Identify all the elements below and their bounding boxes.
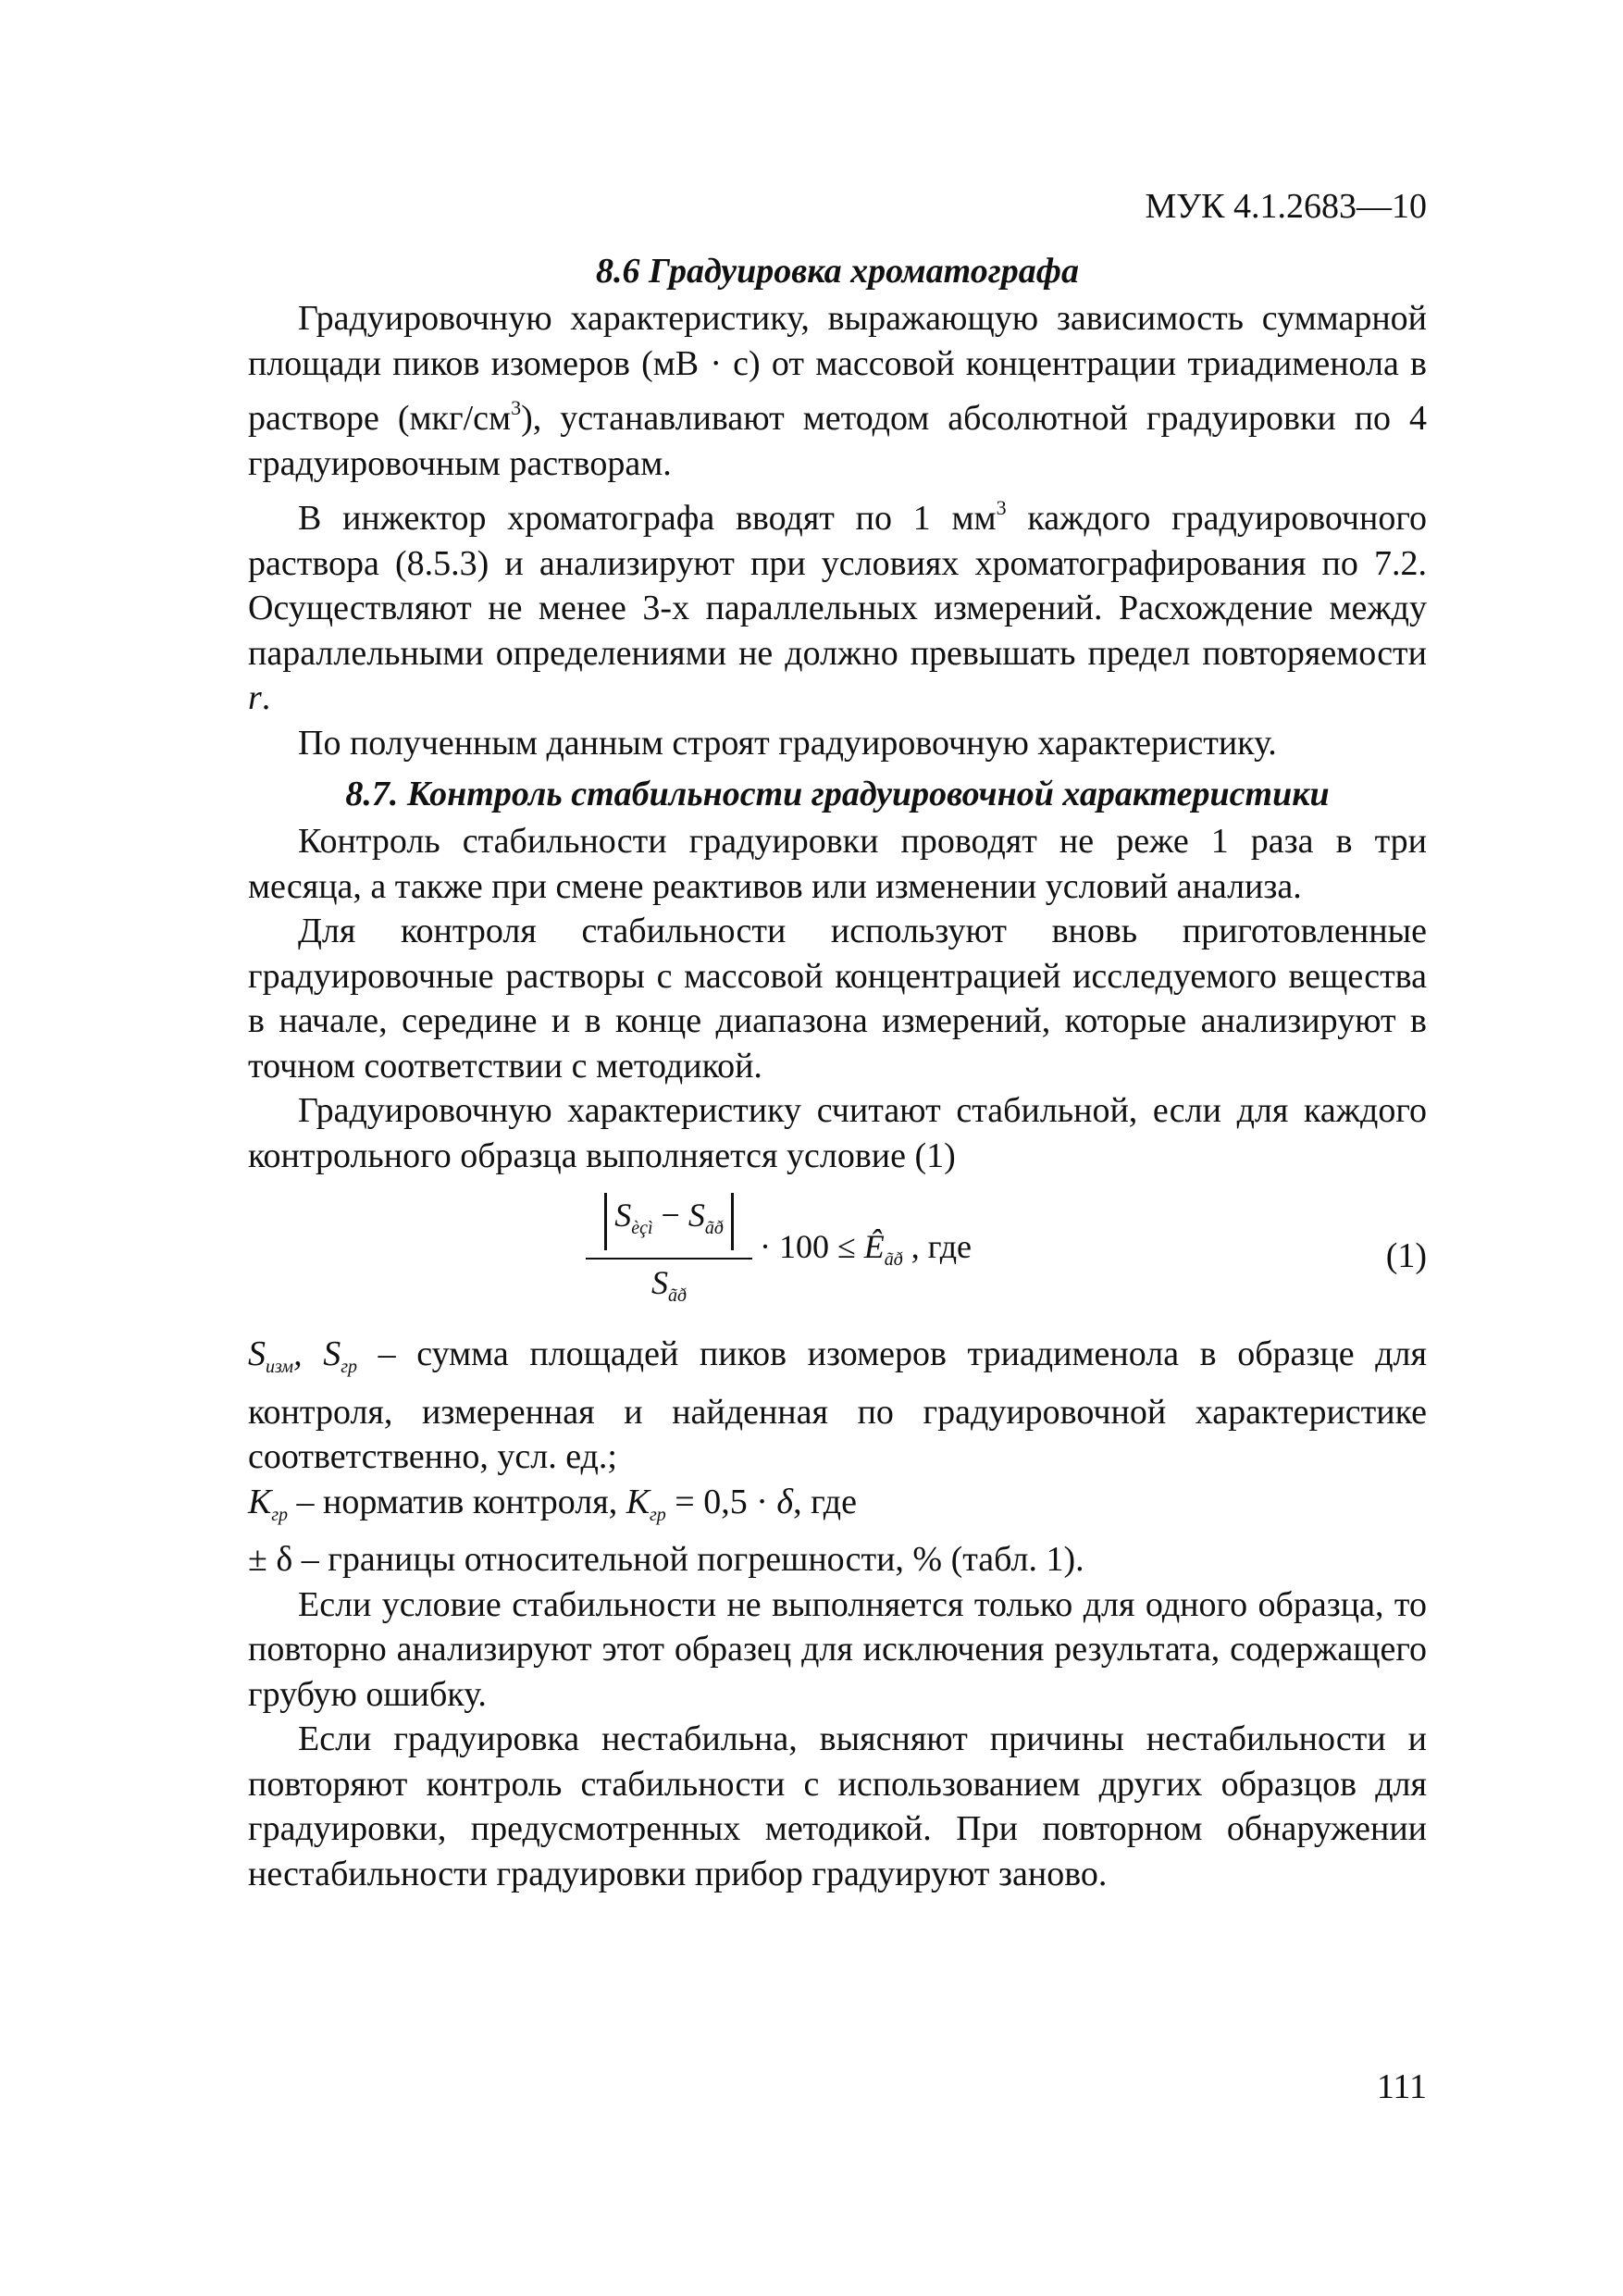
superscript: 3 xyxy=(511,396,522,419)
subscript: гр xyxy=(271,1504,289,1525)
paragraph: Контроль стабильности градуировки проводят не реже 1 раза в три месяца, а также при смене реактивов или изменении условий анализа. xyxy=(248,822,1427,906)
fraction-denominator xyxy=(586,1260,752,1319)
symbol-k: К xyxy=(248,1482,272,1521)
paragraph: По полученным данным строят градуировочную характеристику. xyxy=(298,723,1277,763)
symbol-s: S xyxy=(248,1334,266,1373)
separator: , xyxy=(293,1334,324,1373)
paragraph: Если градуировка нестабильна, выясняют причины нестабильности и повторяют контроль стабильности с использованием других образцов для градуировки, предусмотренных методикой. При повторном обнаружении нестабильности градуировки прибор градуируют заново. xyxy=(248,1719,1427,1893)
minus-sign: − xyxy=(652,1197,688,1234)
text-run: В инжектор хроматографа вводят по 1 мм xyxy=(298,499,997,538)
subscript: ãð xyxy=(704,1218,724,1238)
fraction xyxy=(586,1193,752,1319)
text-run: . xyxy=(261,678,271,717)
section-title-8-7: 8.7. Контроль стабильности градуировочной характеристики xyxy=(345,775,1330,813)
definition xyxy=(248,1332,1427,1480)
subscript: èçì xyxy=(631,1218,653,1238)
paragraph xyxy=(248,486,1427,721)
text-run: – сумма площадей пиков изомеров триадименола в образце для контроля, измеренная и найденная по градуировочной характеристике соответственно, усл. ед.; xyxy=(248,1334,1427,1476)
symbol-s: S xyxy=(323,1334,341,1373)
subscript: гр xyxy=(649,1504,666,1525)
definition: ± δ – границы относительной погрешности, % (табл. 1). xyxy=(248,1540,1084,1579)
formula xyxy=(586,1184,1048,1322)
paragraph: Если условие стабильности не выполняется только для одного образца, то повторно анализируют этот образец для исключения результата, содержащего грубую ошибку. xyxy=(248,1584,1427,1714)
document-header: МУК 4.1.2683—10 xyxy=(1145,187,1427,226)
subscript: гр xyxy=(341,1357,357,1377)
text-run: , где xyxy=(793,1482,857,1521)
variable-r: r xyxy=(248,678,262,717)
subscript: изм xyxy=(266,1357,294,1377)
subscript: ãð xyxy=(668,1285,687,1306)
text-run: – норматив контроля, xyxy=(288,1482,626,1521)
text-run: = 0,5 · xyxy=(665,1482,777,1521)
formula-block xyxy=(248,1184,1427,1322)
text-run: , где xyxy=(902,1228,973,1265)
superscript: 3 xyxy=(996,496,1007,519)
page-number: 111 xyxy=(1376,2067,1427,2106)
section-title-8-6: 8.6 Градуировка хроматографа xyxy=(596,252,1079,291)
paragraph: Градуировочную характеристику считают стабильной, если для каждого контрольного образца выполняется условие (1) xyxy=(248,1091,1427,1175)
text-run: ), устанавливают методом абсолютной градуировки по 4 градуировочным растворам. xyxy=(248,399,1427,483)
symbol-delta: δ xyxy=(776,1482,794,1521)
formula-number: (1) xyxy=(1385,1236,1427,1275)
fraction-numerator xyxy=(604,1193,734,1250)
text-run: каждого градуировочного раствора (8.5.3) и анализируют при условиях хроматографирования по 7.2. Осуществляют не менее 3-х параллельных измерений. Расхождение между параллельными определениями не должно превышать предел повторяемости xyxy=(248,499,1428,673)
paragraph xyxy=(248,296,1427,486)
subscript: ãð xyxy=(884,1249,903,1270)
symbol-k: К xyxy=(626,1482,650,1521)
formula-tail xyxy=(760,1224,972,1282)
definition xyxy=(248,1480,1427,1538)
text-run: · 100 ≤ xyxy=(760,1228,864,1265)
paragraph: Для контроля стабильности используют вновь приготовленные градуировочные растворы с массовой концентрацией исследуемого вещества в начале, середине и в конце диапазона измерений, которые анализируют в точном соответствии с методикой. xyxy=(248,912,1427,1086)
symbol-s: S xyxy=(651,1264,668,1301)
symbol-s: S xyxy=(614,1197,632,1234)
symbol-s: S xyxy=(688,1197,705,1234)
document-page xyxy=(248,185,1427,1896)
text-run: Градуировочную характеристику, выражающую зависимость суммарной площади пиков изомеров (мВ · с) от массовой концентрации триадименола в растворе (мкг/см xyxy=(248,299,1427,438)
symbol-k: Ê xyxy=(863,1228,885,1265)
